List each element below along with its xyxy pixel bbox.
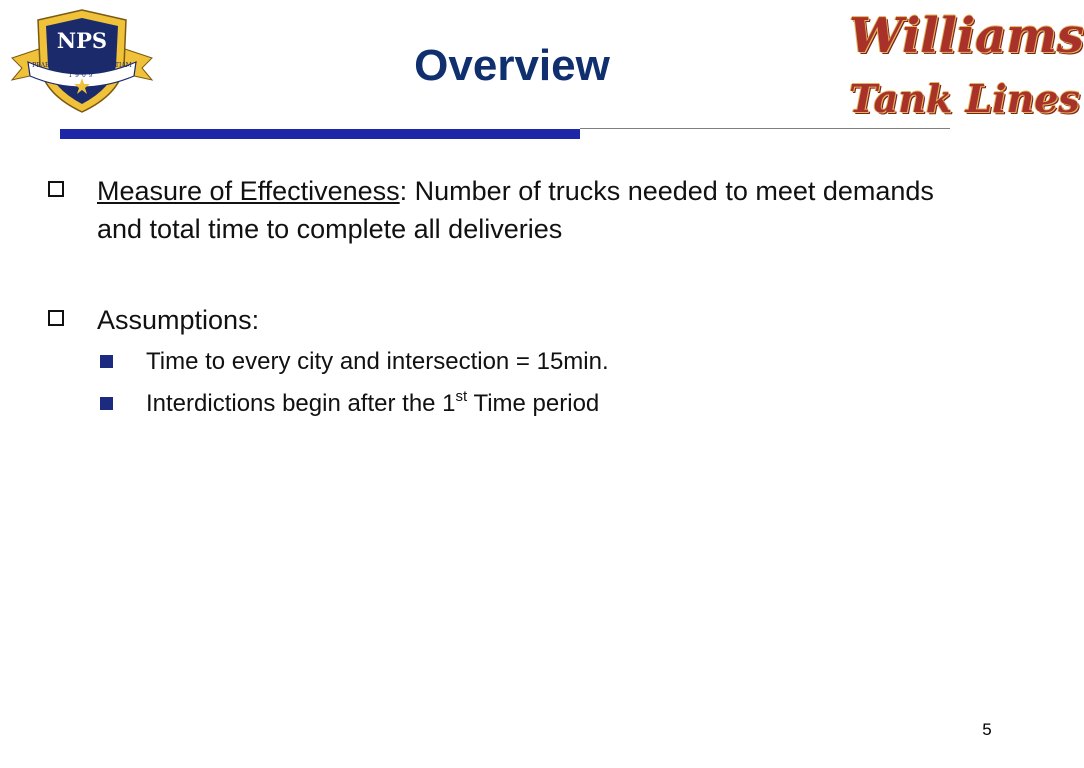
ordinal-superscript: st xyxy=(455,388,468,405)
filled-square-bullet-icon xyxy=(100,397,113,410)
nps-motto: PRAESTANTIA PER SCIENTIAM xyxy=(32,62,132,69)
interdictions-text-prefix: Interdictions begin after the 1 xyxy=(146,390,456,417)
interdictions-text-suffix: Time period xyxy=(467,390,600,417)
title-rule-thin xyxy=(580,128,950,129)
title-rule-thick xyxy=(60,129,580,139)
assumptions-label: Assumptions: xyxy=(97,305,260,335)
moe-term: Measure of Effectiveness xyxy=(97,176,400,206)
moe-description: : Number of trucks needed to meet demands and total time to complete all deliveries xyxy=(97,176,934,244)
hollow-square-bullet-icon xyxy=(48,310,64,326)
logo-line-tank-lines: Tank Lines xyxy=(849,76,1080,121)
williams-tank-lines-logo xyxy=(845,8,1084,126)
nps-monogram: NPS xyxy=(56,28,108,53)
slide-title: Overview xyxy=(414,41,610,90)
page-number: 5 xyxy=(982,720,992,739)
hollow-square-bullet-icon xyxy=(48,181,64,197)
nps-year: 1909 xyxy=(68,72,96,79)
filled-square-bullet-icon xyxy=(100,355,113,368)
travel-time-text: Time to every city and intersection = 15min. xyxy=(146,348,609,375)
logo-line-williams: Williams xyxy=(849,8,1084,64)
